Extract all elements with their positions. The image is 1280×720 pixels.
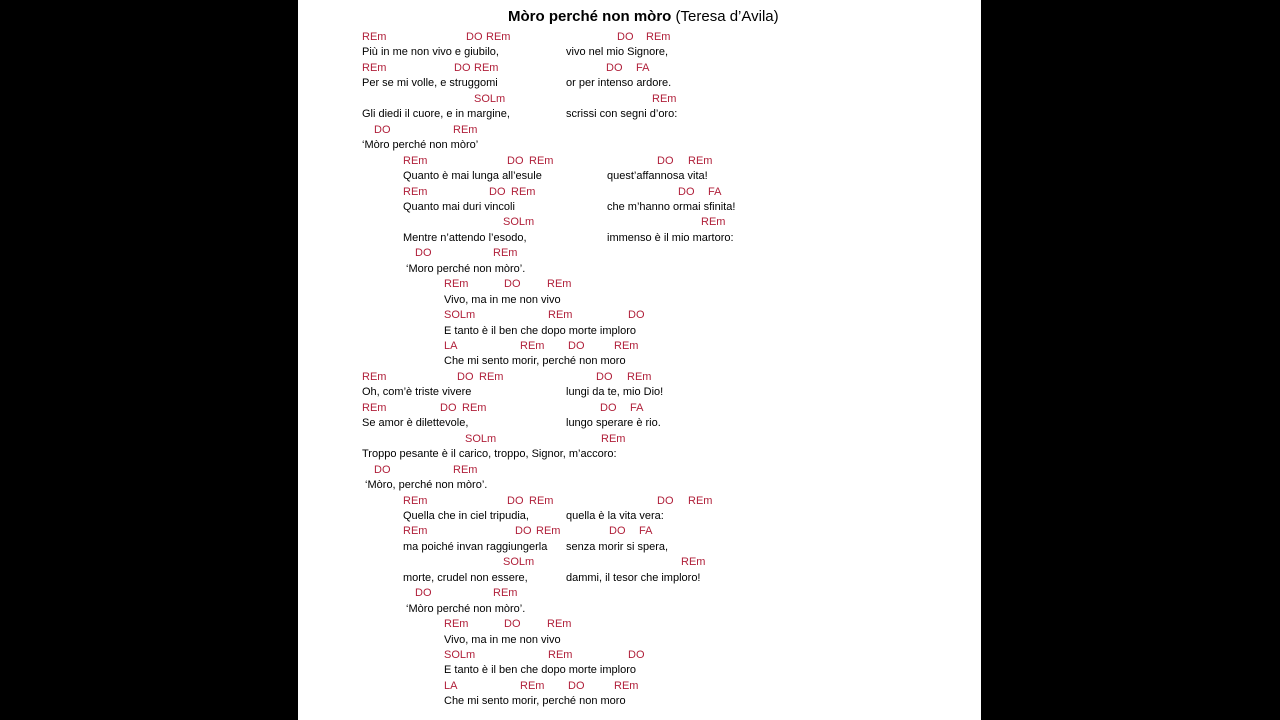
chord-label: REm xyxy=(529,154,554,167)
chord-label: FA xyxy=(639,525,653,538)
chord-label: REm xyxy=(362,31,387,43)
chord-label: REm xyxy=(403,154,428,167)
chord-label: REm xyxy=(652,92,677,105)
chord-label: REm xyxy=(547,618,572,631)
song-sheet xyxy=(298,0,981,720)
chord-label: DO xyxy=(657,494,674,507)
song-title-author: (Teresa d’Avila) xyxy=(675,8,779,25)
lyric-text: Troppo pesante è il carico, troppo, Signor, m’accoro: xyxy=(362,448,617,461)
chord-label: SOLm xyxy=(503,216,535,229)
lyric-text: vivo nel mio Signore, xyxy=(566,46,669,59)
chord-label: REm xyxy=(444,618,469,631)
chord-label: FA xyxy=(708,185,722,198)
lyric-text: dammi, il tesor che imploro! xyxy=(566,571,701,584)
chord-label: REm xyxy=(681,556,706,569)
chord-label: DO xyxy=(606,61,623,74)
lyric-text: Se amor è dilettevole, xyxy=(362,417,469,430)
lyric-text: Che mi sento morir, perché non moro xyxy=(444,695,626,708)
chord-label: DO xyxy=(568,340,585,352)
song-title-main: Mòro perché non mòro xyxy=(508,8,672,25)
chord-label: REm xyxy=(536,525,561,538)
lyric-text: Gli diedi il cuore, e in margine, xyxy=(362,108,510,121)
lyric-text: ma poiché invan raggiungerla xyxy=(403,540,548,553)
chord-label: REm xyxy=(403,494,428,507)
lyric-text: Oh, com’è triste vivere xyxy=(362,386,472,399)
chord-label: REm xyxy=(493,587,518,600)
chord-label: REm xyxy=(520,679,545,692)
lyric-text: quella è la vita vera: xyxy=(566,509,664,522)
lyric-text: lungi da te, mio Dio! xyxy=(566,386,664,399)
chord-label: DO xyxy=(440,401,457,414)
lyric-text: ‘Mòro perché non mòro’ xyxy=(362,139,479,152)
chord-label: REm xyxy=(688,154,713,167)
lyric-text: Che mi sento morir, perché non moro xyxy=(444,355,626,368)
chord-label: REm xyxy=(627,370,652,383)
lyric-text: Vivo, ma in me non vivo xyxy=(444,633,561,646)
chord-label: REm xyxy=(520,340,545,352)
lyric-text: lungo sperare è rio. xyxy=(566,417,661,430)
chord-label: DO xyxy=(628,309,645,322)
chord-label: DO xyxy=(457,370,474,383)
chord-label: REm xyxy=(548,309,573,322)
lyric-text: quest’affannosa vita! xyxy=(607,170,708,183)
lyric-text: Mentre n’attendo l’esodo, xyxy=(403,231,527,244)
chord-label: REm xyxy=(444,278,469,291)
chord-label: DO xyxy=(678,185,695,198)
lyric-text: immenso è il mio martoro: xyxy=(607,231,734,244)
chord-label: REm xyxy=(362,401,387,414)
chord-label: DO xyxy=(415,247,432,260)
chord-label: DO xyxy=(600,401,617,414)
chord-label: REm xyxy=(403,525,428,538)
chord-label: SOLm xyxy=(503,556,535,569)
chord-label: REm xyxy=(646,31,671,43)
lyric-text: Più in me non vivo e giubilo, xyxy=(362,46,499,59)
lyric-text: Per se mi volle, e struggomi xyxy=(362,77,498,90)
chord-label: DO xyxy=(507,154,524,167)
chord-label: LA xyxy=(444,679,458,692)
lyric-text: che m’hanno ormai sfinita! xyxy=(607,200,736,213)
chord-label: DO xyxy=(657,154,674,167)
chord-label: REm xyxy=(474,61,499,74)
lyric-text: ‘Moro perché non mòro’. xyxy=(403,262,526,275)
lyric-text: E tanto è il ben che dopo morte imploro xyxy=(444,324,637,337)
chord-label: DO xyxy=(415,587,432,600)
chord-label: SOLm xyxy=(444,649,476,661)
chord-label: REm xyxy=(688,494,713,507)
chord-label: DO xyxy=(504,618,521,631)
chord-label: REm xyxy=(453,123,478,136)
chord-label: REm xyxy=(701,216,726,229)
lyric-text: Vivo, ma in me non vivo xyxy=(444,293,561,306)
lyric-text: senza morir si spera, xyxy=(566,540,669,553)
lyric-text: Quanto mai duri vincoli xyxy=(403,200,515,213)
chord-label: SOLm xyxy=(444,309,476,322)
lyric-text: or per intenso ardore. xyxy=(566,77,672,90)
chord-label: DO xyxy=(489,185,506,198)
chord-label: DO xyxy=(515,525,532,538)
chord-label: REm xyxy=(486,31,511,43)
chord-label: DO xyxy=(609,525,626,538)
chord-label: SOLm xyxy=(474,92,506,105)
chord-label: REm xyxy=(511,185,536,198)
chord-label: DO xyxy=(628,649,645,661)
chord-label: SOLm xyxy=(465,432,497,445)
chord-label: DO xyxy=(374,463,391,476)
chord-label: DO xyxy=(568,679,585,692)
lyric-text: Quella che in ciel tripudia, xyxy=(403,509,529,522)
chord-label: REm xyxy=(548,649,573,661)
lyric-text: morte, crudel non essere, xyxy=(403,571,528,584)
chord-label: REm xyxy=(403,185,428,198)
chord-label: REm xyxy=(362,370,387,383)
chord-label: REm xyxy=(614,679,639,692)
chord-label: DO xyxy=(596,370,613,383)
chord-label: DO xyxy=(507,494,524,507)
lyric-text: E tanto è il ben che dopo morte imploro xyxy=(444,664,637,677)
chord-label: REm xyxy=(493,247,518,260)
chord-label: REm xyxy=(614,340,639,352)
chord-label: DO xyxy=(504,278,521,291)
chord-label: REm xyxy=(547,278,572,291)
chord-label: DO xyxy=(466,31,483,43)
lyric-text: scrissi con segni d’oro: xyxy=(566,108,678,121)
chord-label: REm xyxy=(462,401,487,414)
chord-label: REm xyxy=(362,61,387,74)
chord-label: DO xyxy=(374,123,391,136)
chord-label: DO xyxy=(617,31,634,43)
chord-label: REm xyxy=(601,432,626,445)
chord-label: REm xyxy=(479,370,504,383)
lyric-text: ‘Mòro, perché non mòro’. xyxy=(362,479,488,492)
chord-label: FA xyxy=(636,61,650,74)
chord-label: DO xyxy=(454,61,471,74)
chord-label: REm xyxy=(453,463,478,476)
lyric-text: Quanto è mai lunga all’esule xyxy=(403,170,542,183)
chord-label: FA xyxy=(630,401,644,414)
chord-label: LA xyxy=(444,340,458,352)
lyric-text: ‘Mòro perché non mòro’. xyxy=(403,602,526,615)
song-title xyxy=(508,8,779,25)
chord-label: REm xyxy=(529,494,554,507)
